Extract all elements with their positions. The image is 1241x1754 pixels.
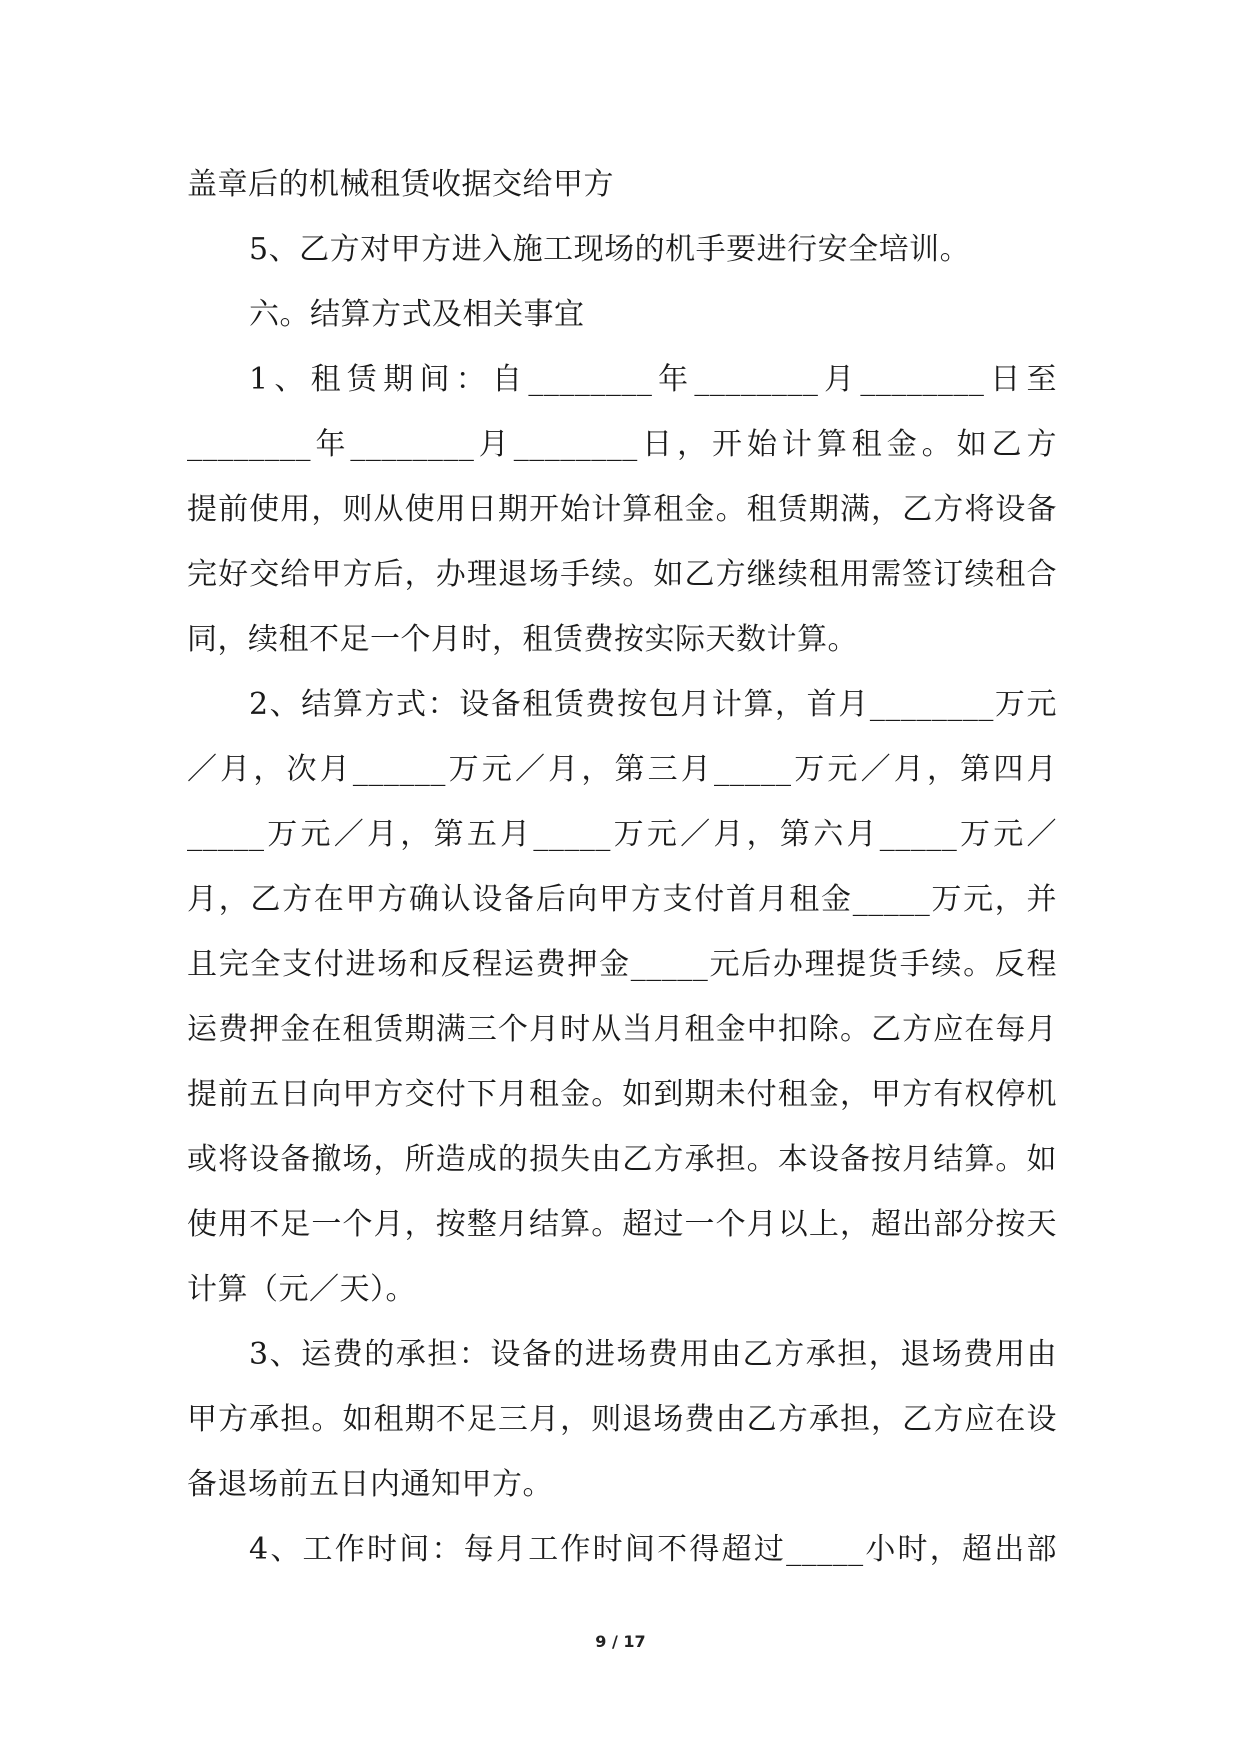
text-line: ________年________月________日，开始计算租金。如乙方 (187, 427, 1057, 462)
text-line: 或将设备撤场，所造成的损失由乙方承担。本设备按月结算。如 (187, 1142, 1057, 1177)
text-line: 3、运费的承担：设备的进场费用由乙方承担，退场费用由 (249, 1337, 1057, 1372)
text-line: 2、结算方式：设备租赁费按包月计算，首月________万元 (249, 687, 1057, 722)
page-number: 9 / 17 (595, 1632, 646, 1651)
text-line: 1、租赁期间：自________年________月________日至 (249, 362, 1057, 397)
section-heading: 六。结算方式及相关事宜 (249, 297, 585, 332)
text-line: 使用不足一个月，按整月结算。超过一个月以上，超出部分按天 (187, 1207, 1057, 1242)
text-line: 备退场前五日内通知甲方。 (187, 1467, 553, 1502)
text-line: 提前五日向甲方交付下月租金。如到期未付租金，甲方有权停机 (187, 1077, 1057, 1112)
text-line: 计算（元／天）。 (187, 1272, 416, 1307)
text-line: _____万元／月，第五月_____万元／月，第六月_____万元／ (187, 817, 1057, 852)
text-line: 5、乙方对甲方进入施工现场的机手要进行安全培训。 (249, 232, 971, 267)
text-line: 盖章后的机械租赁收据交给甲方 (187, 167, 614, 202)
text-line: 同，续租不足一个月时，租赁费按实际天数计算。 (187, 622, 858, 657)
text-line: 甲方承担。如租期不足三月，则退场费由乙方承担，乙方应在设 (187, 1402, 1057, 1437)
text-line: 月，乙方在甲方确认设备后向甲方支付首月租金_____万元，并 (187, 882, 1057, 917)
text-line: 运费押金在租赁期满三个月时从当月租金中扣除。乙方应在每月 (187, 1012, 1057, 1047)
text-line: ／月，次月______万元／月，第三月_____万元／月，第四月 (187, 752, 1057, 787)
text-line: 提前使用，则从使用日期开始计算租金。租赁期满，乙方将设备 (187, 492, 1057, 527)
document-body (187, 152, 1057, 1582)
text-line: 完好交给甲方后，办理退场手续。如乙方继续租用需签订续租合 (187, 557, 1057, 592)
text-line: 4、工作时间：每月工作时间不得超过_____小时，超出部 (249, 1532, 1057, 1567)
text-line: 且完全支付进场和反程运费押金_____元后办理提货手续。反程 (187, 947, 1057, 982)
